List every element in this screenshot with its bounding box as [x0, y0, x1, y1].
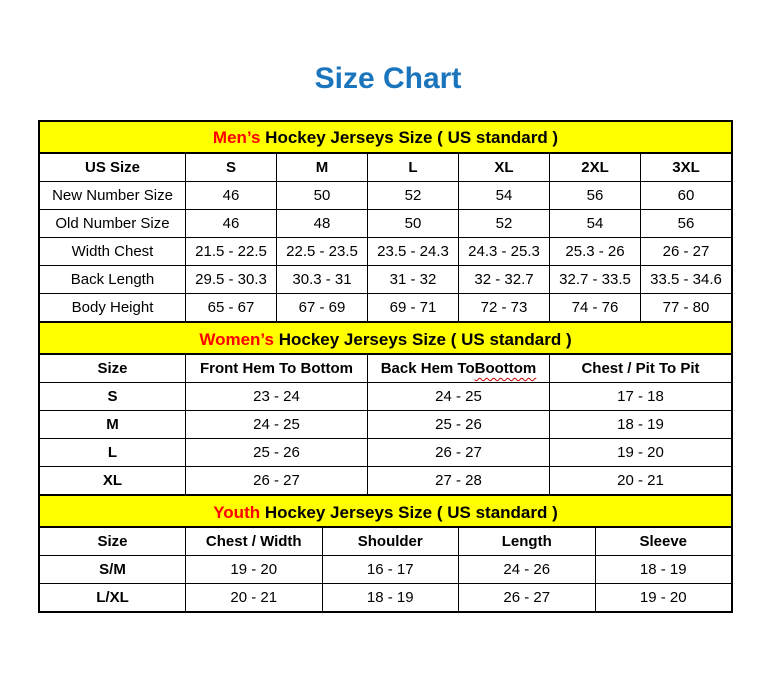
men-value-cell: 33.5 - 34.6 — [640, 266, 731, 293]
men-row-label: Old Number Size — [55, 215, 170, 232]
men-value-cell: 32.7 - 33.5 — [549, 266, 640, 293]
men-column-header: S — [185, 154, 276, 181]
men-row-label: Width Chest — [71, 243, 154, 260]
women-value-cell: 27 - 28 — [367, 467, 549, 494]
men-value-cell: 24.3 - 25.3 — [458, 238, 549, 265]
misspelled-word: Boottom — [474, 360, 537, 377]
women-value-cell: 17 - 18 — [549, 383, 731, 410]
page-title: Size Chart — [314, 62, 462, 95]
men-value-cell: 52 — [367, 182, 458, 209]
men-data-row — [40, 210, 731, 238]
women-value-cell: 26 - 27 — [367, 439, 549, 466]
youth-column-header: Sleeve — [595, 528, 732, 555]
men-rows — [40, 154, 731, 321]
men-data-row — [40, 182, 731, 210]
men-header-row — [40, 154, 731, 182]
youth-value-cell: 24 - 26 — [458, 556, 595, 583]
women-data-row — [40, 383, 731, 411]
women-section-heading — [40, 321, 731, 355]
youth-value-cell: 19 - 20 — [185, 556, 322, 583]
men-value-cell: 46 — [185, 210, 276, 237]
youth-value-cell: 18 - 19 — [595, 556, 732, 583]
men-value-cell: 32 - 32.7 — [458, 266, 549, 293]
men-value-cell: 54 — [549, 210, 640, 237]
women-row-label: XL — [102, 472, 123, 489]
men-value-cell: 56 — [640, 210, 731, 237]
men-value-cell: 22.5 - 23.5 — [276, 238, 367, 265]
women-row-label: L — [107, 444, 118, 461]
men-data-row — [40, 238, 731, 266]
men-value-cell: 25.3 - 26 — [549, 238, 640, 265]
women-heading-rest: Hockey Jerseys Size ( US standard ) — [273, 330, 572, 349]
men-value-cell: 50 — [367, 210, 458, 237]
women-column-header — [367, 355, 549, 382]
youth-header-row — [40, 528, 731, 556]
men-heading-accent: Men’s — [212, 128, 261, 147]
men-column-header: XL — [458, 154, 549, 181]
youth-column-header: Size — [97, 533, 128, 550]
men-value-cell: 26 - 27 — [640, 238, 731, 265]
women-value-cell: 18 - 19 — [549, 411, 731, 438]
women-value-cell: 23 - 24 — [185, 383, 367, 410]
women-value-cell: 24 - 25 — [367, 383, 549, 410]
men-column-header: 3XL — [640, 154, 731, 181]
women-column-header: Front Hem To Bottom — [185, 355, 367, 382]
men-row-label: Body Height — [71, 299, 154, 316]
women-value-cell: 19 - 20 — [549, 439, 731, 466]
women-value-cell: 26 - 27 — [185, 467, 367, 494]
men-value-cell: 23.5 - 24.3 — [367, 238, 458, 265]
women-column-header: Chest / Pit To Pit — [549, 355, 731, 382]
women-row-label: M — [106, 416, 119, 433]
women-value-cell: 25 - 26 — [185, 439, 367, 466]
women-column-header-text: Back Hem To — [380, 360, 475, 377]
men-value-cell: 29.5 - 30.3 — [185, 266, 276, 293]
women-value-cell: 25 - 26 — [367, 411, 549, 438]
men-row-label: Back Length — [70, 271, 155, 288]
men-value-cell: 72 - 73 — [458, 294, 549, 321]
women-value-cell: 24 - 25 — [185, 411, 367, 438]
men-value-cell: 77 - 80 — [640, 294, 731, 321]
men-value-cell: 65 - 67 — [185, 294, 276, 321]
women-header-row — [40, 355, 731, 383]
youth-column-header: Chest / Width — [185, 528, 322, 555]
youth-value-cell: 26 - 27 — [458, 584, 595, 611]
youth-value-cell: 18 - 19 — [322, 584, 459, 611]
youth-heading-rest: Hockey Jerseys Size ( US standard ) — [260, 503, 558, 522]
youth-column-header: Shoulder — [322, 528, 459, 555]
men-value-cell: 54 — [458, 182, 549, 209]
men-value-cell: 21.5 - 22.5 — [185, 238, 276, 265]
men-value-cell: 30.3 - 31 — [276, 266, 367, 293]
men-column-header: M — [276, 154, 367, 181]
men-value-cell: 52 — [458, 210, 549, 237]
youth-row-label: S/M — [99, 561, 126, 578]
youth-data-row — [40, 584, 731, 611]
men-value-cell: 60 — [640, 182, 731, 209]
size-chart-table — [38, 120, 733, 613]
women-rows — [40, 355, 731, 494]
men-column-header: US Size — [84, 159, 141, 176]
men-data-row — [40, 266, 731, 294]
men-data-row — [40, 294, 731, 321]
men-value-cell: 67 - 69 — [276, 294, 367, 321]
women-column-header: Size — [97, 360, 128, 377]
men-value-cell: 31 - 32 — [367, 266, 458, 293]
youth-section-heading — [40, 494, 731, 528]
men-value-cell: 48 — [276, 210, 367, 237]
men-value-cell: 46 — [185, 182, 276, 209]
youth-value-cell: 16 - 17 — [322, 556, 459, 583]
men-column-header: L — [367, 154, 458, 181]
youth-heading-accent: Youth — [213, 503, 261, 522]
women-value-cell: 20 - 21 — [549, 467, 731, 494]
men-section-heading — [40, 122, 731, 154]
youth-row-label: L/XL — [96, 589, 129, 606]
women-data-row — [40, 467, 731, 494]
women-data-row — [40, 411, 731, 439]
women-row-label: S — [107, 388, 118, 405]
youth-rows — [40, 528, 731, 611]
men-value-cell: 74 - 76 — [549, 294, 640, 321]
men-heading-rest: Hockey Jerseys Size ( US standard ) — [260, 128, 559, 147]
men-value-cell: 50 — [276, 182, 367, 209]
youth-value-cell: 20 - 21 — [185, 584, 322, 611]
men-value-cell: 69 - 71 — [367, 294, 458, 321]
men-column-header: 2XL — [549, 154, 640, 181]
men-row-label: New Number Size — [52, 187, 173, 204]
women-data-row — [40, 439, 731, 467]
youth-data-row — [40, 556, 731, 584]
youth-column-header: Length — [458, 528, 595, 555]
men-value-cell: 56 — [549, 182, 640, 209]
women-heading-accent: Women’s — [199, 330, 274, 349]
youth-value-cell: 19 - 20 — [595, 584, 732, 611]
